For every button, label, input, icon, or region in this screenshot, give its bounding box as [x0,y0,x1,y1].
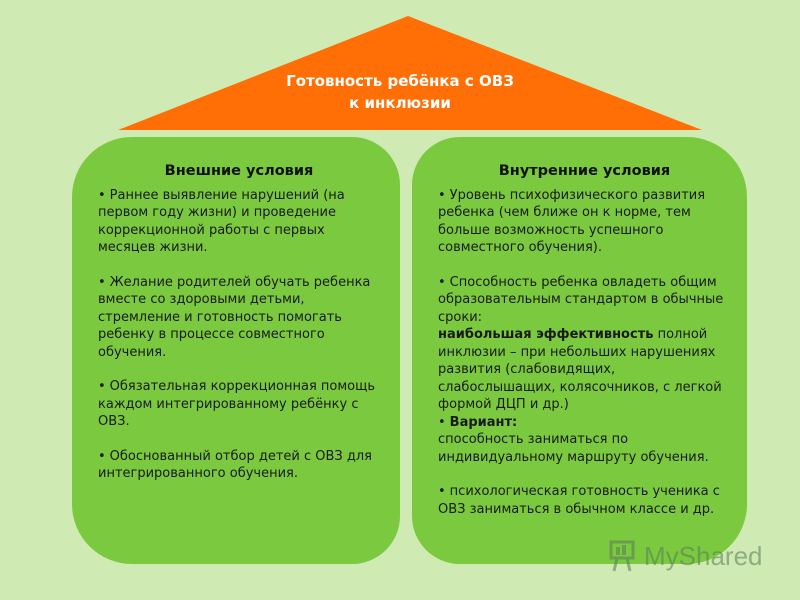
list-item [438,414,731,467]
bullet-icon: • [98,448,106,464]
list-item [438,187,731,257]
external-conditions-title: Внешние условия [164,163,314,179]
bullet-icon: • [98,274,106,290]
effectiveness-text: полной инклюзии – при небольших нарушениях развития (слабовидящих, слабослышащих, колясочников, с легкой формой ДЦП и др.) [438,327,722,412]
bullet-icon: • [438,274,446,290]
bullet-icon: • [98,379,106,394]
internal-conditions-panel [412,137,747,564]
watermark [608,536,768,576]
variant-label: Вариант: [449,414,518,430]
roof-title [0,70,800,114]
list-item-text: психологическая готовность ученика с ОВЗ заниматься в обычном классе и др. [438,484,720,517]
list-item [438,483,731,518]
presentation-board-icon [608,539,638,573]
list-item-text: Уровень психофизического развития ребенка (чем ближе он к норме, тем больше возможность успешного совместного обучения). [438,187,706,255]
list-item [438,274,731,414]
bullet-icon: • [438,484,446,499]
list-item-text: Обоснованный отбор детей с ОВЗ для интегрированного обучения. [98,448,372,481]
list-item [98,274,380,362]
bullet-icon: • [98,187,106,203]
effectiveness-note [438,326,731,414]
list-item-text: Раннее выявление нарушений (на первом году жизни) и проведение коррекционной работы с первых месяцев жизни. [98,187,345,255]
list-item [98,187,380,257]
effectiveness-bold: наибольшая эффективность [438,327,654,342]
list-item-text: Желание родителей обучать ребенка вместе со здоровыми детьми, стремление и готовность помогать ребенку в процессе совместного обучения. [98,274,371,360]
external-conditions-panel [72,137,400,564]
list-item-text: Обязательная коррекционная помощь каждом интегрированному ребёнку с ОВЗ. [98,379,376,429]
variant-text: способность заниматься по индивидуальному маршруту обучения. [438,432,709,465]
internal-conditions-title: Внутренние условия [498,163,671,179]
bullet-icon: • [438,414,446,430]
external-conditions-list [98,187,380,483]
internal-conditions-list [438,187,731,519]
list-item [98,378,380,431]
bullet-icon: • [438,187,446,203]
list-item-text: Способность ребенка овладеть общим образовательным стандартом в обычные сроки: [438,274,724,325]
list-item [98,448,380,483]
watermark-text: MyShared [644,540,763,571]
roof-title-line1: Готовность ребёнка с ОВЗ [286,72,514,90]
roof-title-line2: к инклюзии [349,94,451,112]
